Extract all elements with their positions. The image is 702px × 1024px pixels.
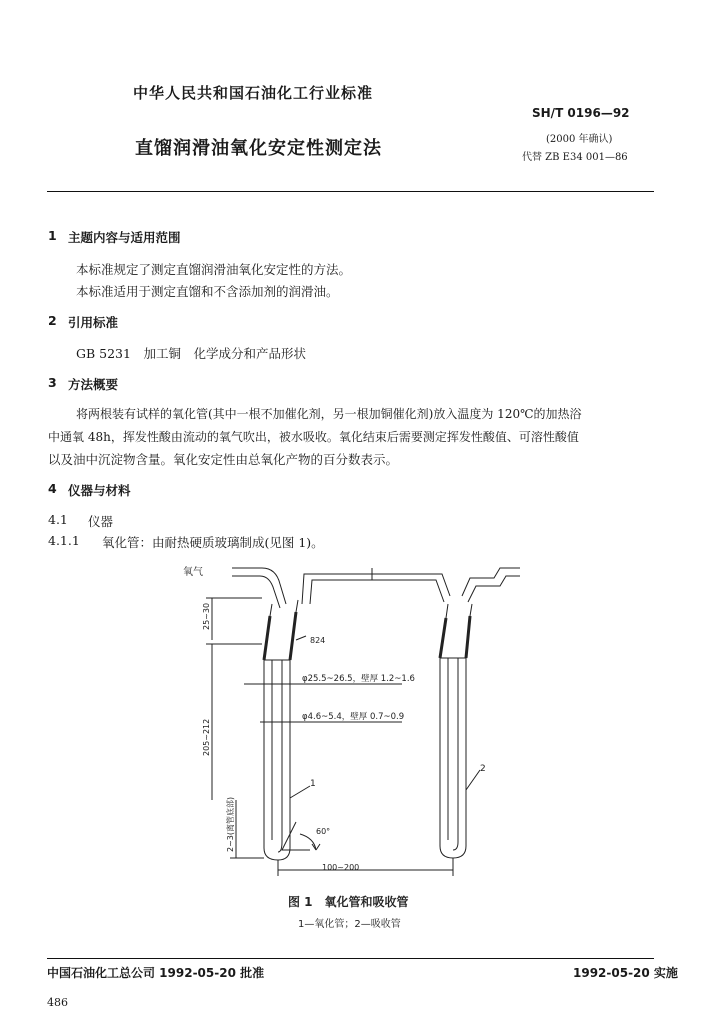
stopper-right-a — [440, 618, 446, 658]
standard-org-title: 中华人民共和国石油化工行业标准 — [133, 84, 374, 102]
standard-code: SH/T 0196—92 — [532, 106, 630, 120]
callout-2: 2 — [480, 764, 486, 774]
section-4-1-1-number: 4.1.1 — [48, 533, 80, 548]
figure-caption: 图 1 氧化管和吸收管 — [288, 895, 409, 909]
dim-top-text: 25~30 — [202, 602, 211, 630]
section-2-number: 2 — [48, 313, 57, 328]
footer-implementation: 1992-05-20 实施 — [573, 966, 678, 980]
section-3-line-2: 中通氧 48h，挥发性酸由流动的氧气吹出，被水吸收。氧化结束后需要测定挥发性酸值、可溶性酸值 — [48, 430, 579, 444]
connecting-bridge-pipe — [302, 574, 450, 604]
stopper-left-a — [264, 616, 270, 660]
stopper-left-b — [290, 612, 296, 660]
dim-spacing-text: 100~200 — [322, 863, 360, 872]
dim-length-text: 205~212 — [202, 718, 211, 756]
section-4-1-title: 仪器 — [88, 514, 114, 529]
section-1-paragraph-2: 本标准适用于测定直馏和不含添加剂的润滑油。 — [76, 284, 339, 299]
section-1-number: 1 — [48, 228, 57, 243]
footer-rule — [47, 958, 654, 959]
oxygen-inlet-pipe — [232, 568, 286, 604]
section-3-title: 方法概要 — [68, 377, 119, 392]
section-2-reference: GB 5231 加工铜 化学成分和产品形状 — [76, 346, 306, 361]
dim-inner-text: φ4.6~5.4，壁厚 0.7~0.9 — [302, 712, 405, 722]
section-1-paragraph-1: 本标准规定了测定直馏润滑油氧化安定性的方法。 — [76, 262, 352, 277]
dim-bottom-text: 2~3(离管底部) — [226, 796, 235, 852]
confirm-note: (2000 年确认) — [546, 134, 613, 145]
section-4-title: 仪器与材料 — [68, 483, 131, 498]
section-4-1-1-text: 氧化管：由耐热硬质玻璃制成(见图 1)。 — [102, 535, 324, 550]
section-4-number: 4 — [48, 481, 57, 496]
figure-legend: 1—氧化管；2—吸收管 — [298, 919, 401, 930]
dim-outer-text: φ25.5~26.5，壁厚 1.2~1.6 — [302, 674, 415, 684]
label-824: 824 — [310, 636, 326, 645]
section-2-title: 引用标准 — [68, 315, 119, 330]
stopper-right-b — [466, 616, 470, 658]
document-title: 直馏润滑油氧化安定性测定法 — [135, 138, 382, 159]
page-number: 486 — [47, 996, 68, 1009]
oxygen-label: 氧气 — [183, 567, 203, 578]
section-3-line-3: 以及油中沉淀物含量。氧化安定性由总氧化产物的百分数表示。 — [48, 452, 399, 467]
angle-text: 60° — [316, 827, 331, 836]
section-3-number: 3 — [48, 375, 57, 390]
replaces-note: 代替 ZB E34 001—86 — [522, 152, 628, 163]
section-4-1-number: 4.1 — [48, 512, 68, 527]
section-1-title: 主题内容与适用范围 — [68, 230, 181, 245]
section-3-line-1: 将两根装有试样的氧化管(其中一根不加催化剂，另一根加铜催化剂)放入温度为 120℃的加热浴 — [76, 407, 582, 421]
callout-1: 1 — [310, 779, 316, 789]
footer-approval: 中国石油化工总公司 1992-05-20 批准 — [47, 966, 265, 980]
oxidation-tube-1 — [264, 660, 290, 860]
absorption-tube-2 — [440, 658, 466, 858]
